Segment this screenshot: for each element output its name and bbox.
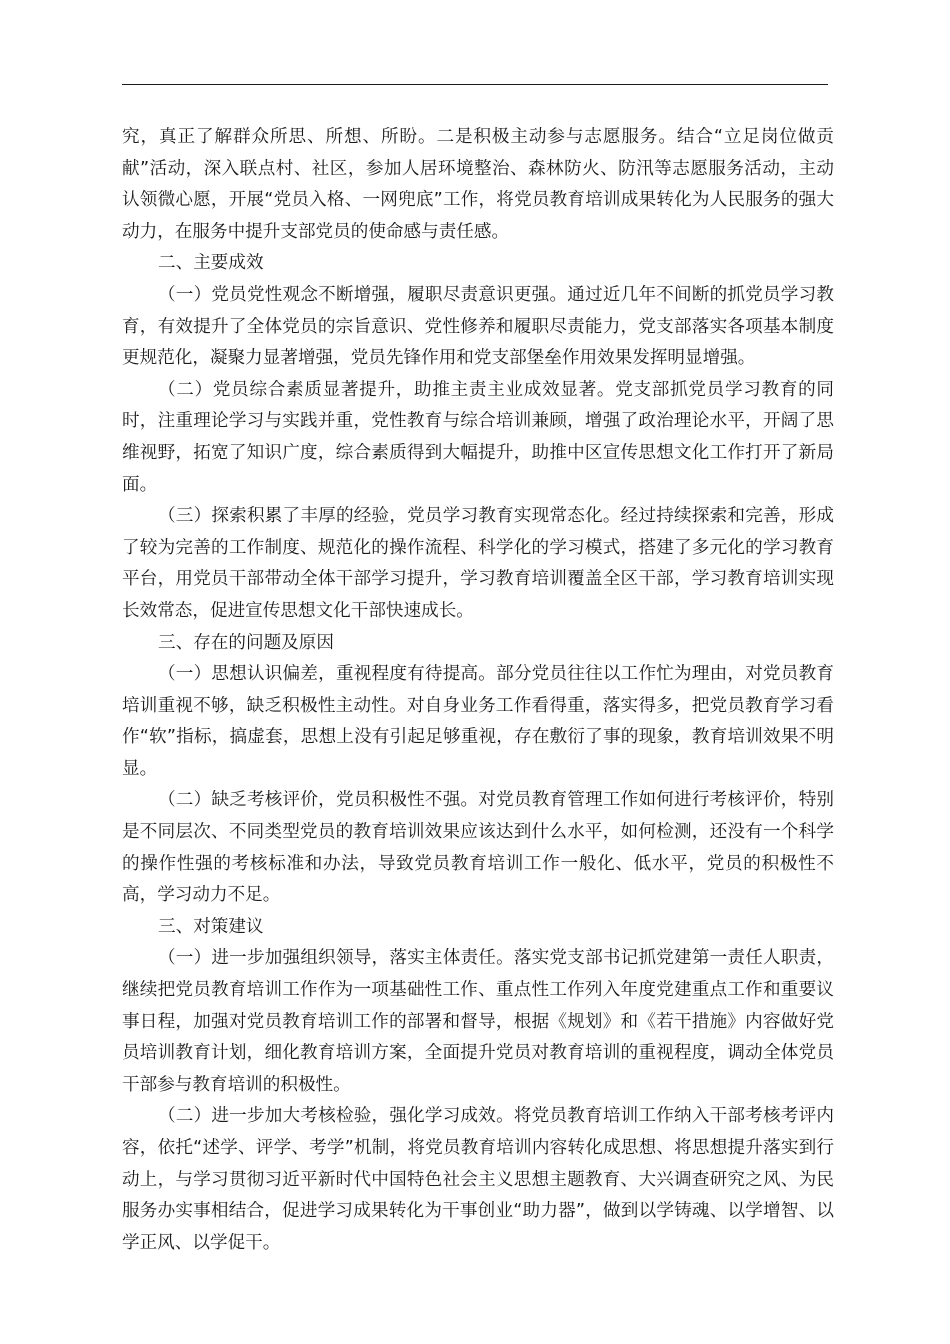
section-heading-results: 二、主要成效	[158, 253, 264, 274]
paragraph-suggestion-2: （二）进一步加大考核检验，强化学习成效。将党员教育培训工作纳入干部考核考评内容，依托“述学、评学、考学”机制，将党员教育培训内容转化成思想、将思想提升落实到行动上，与学习贯彻习近平新时代中国特色社会主义思想主题教育、大兴调查研究之风、为民服务办实事相结合，促进学习成果转化为干事创业“助力器”，做到以学铸魂、以学增智、以学正风、以学促干。	[122, 1106, 834, 1253]
document-body	[122, 122, 834, 1259]
paragraph-problem-2: （二）缺乏考核评价，党员积极性不强。对党员教育管理工作如何进行考核评价，特别是不同层次、不同类型党员的教育培训效果应该达到什么水平，如何检测，还没有一个科学的操作性强的考核标准和办法，导致党员教育培训工作一般化、低水平，党员的积极性不高，学习动力不足。	[122, 790, 834, 906]
paragraph-suggestion-1: （一）进一步加强组织领导，落实主体责任。落实党支部书记抓党建第一责任人职责，继续把党员教育培训工作作为一项基础性工作、重点性工作列入年度党建重点工作和重要议事日程，加强对党员教育培训工作的部署和督导，根据《规划》和《若干措施》内容做好党员培训教育计划，细化教育培训方案，全面提升党员对教育培训的重视程度，调动全体党员干部参与教育培训的积极性。	[122, 948, 834, 1095]
header-rule	[122, 84, 828, 85]
section-heading-problems: 三、存在的问题及原因	[158, 632, 334, 653]
paragraph-problem-1: （一）思想认识偏差，重视程度有待提高。部分党员往往以工作忙为理由，对党员教育培训重视不够，缺乏积极性主动性。对自身业务工作看得重，落实得多，把党员教育学习看作“软”指标，搞虚套，思想上没有引起足够重视，存在敷衍了事的现象，教育培训效果不明显。	[122, 664, 834, 779]
section-heading-suggestions: 三、对策建议	[158, 916, 264, 937]
paragraph-result-3: （三）探索积累了丰厚的经验，党员学习教育实现常态化。经过持续探索和完善，形成了较为完善的工作制度、规范化的操作流程、科学化的学习模式，搭建了多元化的学习教育平台，用党员干部带动全体干部学习提升，学习教育培训覆盖全区干部，学习教育培训实现长效常态，促进宣传思想文化干部快速成长。	[122, 506, 834, 621]
paragraph-continuation: 究，真正了解群众所思、所想、所盼。二是积极主动参与志愿服务。结合“立足岗位做贡献”活动，深入联点村、社区，参加人居环境整治、森林防火、防汛等志愿服务活动，主动认领微心愿，开展“党员入格、一网兜底”工作，将党员教育培训成果转化为人民服务的强大动力，在服务中提升支部党员的使命感与责任感。	[122, 127, 834, 242]
paragraph-result-1: （一）党员党性观念不断增强，履职尽责意识更强。通过近几年不间断的抓党员学习教育，有效提升了全体党员的宗旨意识、党性修养和履职尽责能力，党支部落实各项基本制度更规范化，凝聚力显著增强，党员先锋作用和党支部堡垒作用效果发挥明显增强。	[122, 284, 834, 369]
paragraph-result-2: （二）党员综合素质显著提升，助推主责主业成效显著。党支部抓党员学习教育的同时，注重理论学习与实践并重，党性教育与综合培训兼顾，增强了政治理论水平，开阔了思维视野，拓宽了知识广度，综合素质得到大幅提升，助推中区宣传思想文化工作打开了新局面。	[122, 379, 834, 495]
